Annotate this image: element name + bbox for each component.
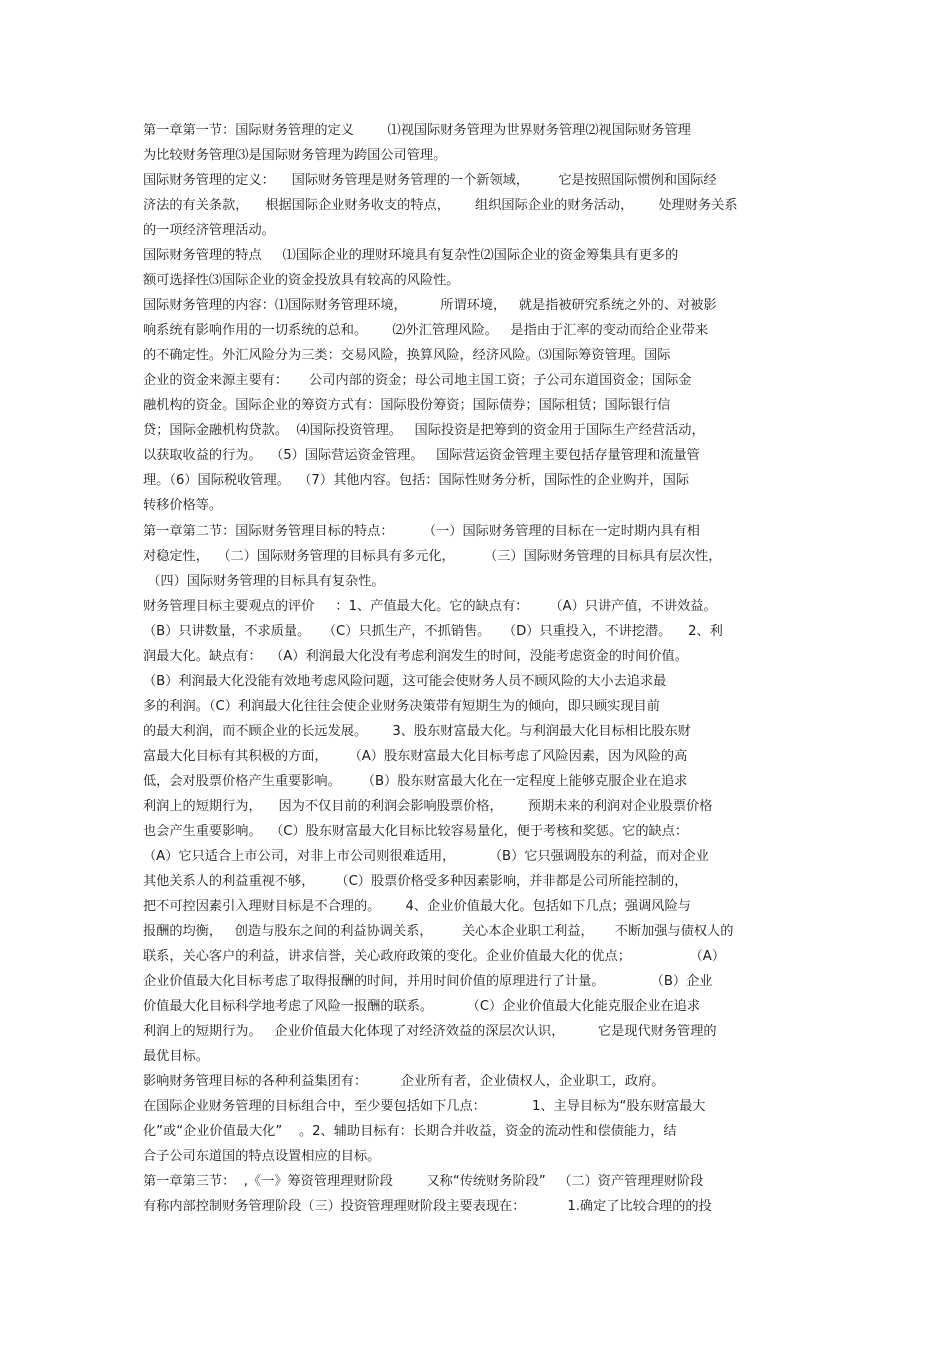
text-line: 以获取收益的行为。 （5）国际营运资金管理。 国际营运资金管理主要包括存量管理和流量管	[143, 448, 700, 464]
text-line: 对稳定性， （二）国际财务管理的目标具有多元化， （三）国际财务管理的目标具有层次性，	[143, 548, 722, 564]
text-line: 合子公司东道国的特点设置相应的目标。	[143, 1149, 381, 1165]
text-line: 也会产生重要影响。 （C）股东财富最大化目标比较容易量化，便于考核和奖惩。它的缺点：	[143, 823, 689, 839]
text-line: 国际财务管理的内容：⑴国际财务管理环境， 所谓环境， 就是指被研究系统之外的、对被影	[143, 298, 717, 314]
text-line: 的最大利润，而不顾企业的长远发展。 3、股东财富最大化。与利润最大化目标相比股东财	[143, 723, 691, 739]
text-line: 转移价格等。	[143, 498, 223, 514]
text-line: 有称内部控制财务管理阶段（三）投资管理理财阶段主要表现在： 1.确定了比较合理的的投	[143, 1199, 712, 1215]
text-line: 财务管理目标主要观点的评价 ：1、产值最大化。它的缺点有： （A）只讲产值，不讲效益。	[143, 598, 717, 614]
text-line: 响系统有影响作用的一切系统的总和。 ⑵外汇管理风险。 是指由于汇率的变动而给企业带来	[143, 323, 709, 339]
document-body	[143, 118, 815, 1219]
text-line: 企业价值最大化目标考虑了取得报酬的时间，并用时间价值的原理进行了计量。 （B）企业	[143, 974, 713, 990]
text-line: 国际财务管理的特点 ⑴国际企业的理财环境具有复杂性⑵国际企业的资金筹集具有更多的	[143, 248, 679, 264]
text-line: 化”或“企业价值最大化” 。2、辅助目标有：长期合并收益，资金的流动性和偿债能力，结	[143, 1124, 677, 1140]
text-line: 利润上的短期行为。 企业价值最大化体现了对经济效益的深层次认识， 它是现代财务管理的	[143, 1024, 717, 1040]
text-line: （B）利润最大化没能有效地考虑风险问题，这可能会使财务人员不顾风险的大小去追求最	[143, 673, 667, 689]
text-line: 为比较财务管理⑶是国际财务管理为跨国公司管理。	[143, 148, 447, 164]
text-line: 第一章第二节：国际财务管理目标的特点： （一）国际财务管理的目标在一定时期内具有相	[143, 523, 700, 539]
text-line: （B）只讲数量，不求质量。 （C）只抓生产，不抓销售。 （D）只重投入，不讲挖潜。 2、利	[143, 623, 723, 639]
text-line: 多的利润。（C）利润最大化往往会使企业财务决策带有短期生为的倾向，即只顾实现目前	[143, 698, 660, 714]
text-line: 第一章第一节：国际财务管理的定义 ⑴视国际财务管理为世界财务管理⑵视国际财务管理	[143, 123, 691, 138]
text-line: 其他关系人的利益重视不够， （C）股票价格受多种因素影响，并非都是公司所能控制的，	[143, 873, 688, 889]
text-line: 贷；国际金融机构贷款。 ⑷国际投资管理。 国际投资是把筹到的资金用于国际生产经营活动，	[143, 423, 705, 439]
text-line: 利润上的短期行为， 因为不仅目前的利润会影响股票价格， 预期未来的利润对企业股票价格	[143, 798, 713, 814]
text-line: （四）国际财务管理的目标具有复杂性。	[143, 573, 385, 589]
text-line: 理。（6）国际税收管理。 （7）其他内容。包括：国际性财务分析，国际性的企业购并，国际	[143, 473, 690, 489]
text-line: 影响财务管理目标的各种利益集团有： 企业所有者，企业债权人，企业职工，政府。	[143, 1074, 665, 1090]
text-line: 富最大化目标有其积极的方面， （A）股东财富最大化目标考虑了风险因素，因为风险的高	[143, 748, 688, 764]
text-line: 报酬的均衡， 创造与股东之间的利益协调关系， 关心本企业职工利益， 不断加强与债权人的	[143, 924, 734, 939]
text-line: 把不可控因素引入理财目标是不合理的。 4、企业价值最大化。包括如下几点；强调风险与	[143, 898, 691, 914]
text-line: 的不确定性。外汇风险分为三类：交易风险，换算风险，经济风险。⑶国际筹资管理。国际	[143, 348, 671, 364]
text-line: 融机构的资金。国际企业的筹资方式有：国际股份筹资；国际债券；国际租赁；国际银行信	[143, 398, 671, 414]
text-line: 价值最大化目标科学地考虑了风险一报酬的联系。 （C）企业价值最大化能克服企业在追求	[143, 999, 701, 1015]
text-line: 的一项经济管理活动。	[143, 223, 275, 239]
text-line: 在国际企业财务管理的目标组合中，至少要包括如下几点： 1、主导目标为“股东财富最大	[143, 1099, 706, 1115]
text-line: 润最大化。缺点有： （A）利润最大化没有考虑利润发生的时间，没能考虑资金的时间价值。	[143, 648, 688, 664]
text-line: 国际财务管理的定义： 国际财务管理是财务管理的一个新领域， 它是按照国际惯例和国际经	[143, 173, 717, 189]
text-line: 济法的有关条款， 根据国际企业财务收支的特点， 组织国际企业的财务活动， 处理财务关系	[143, 198, 738, 214]
text-line: （A）它只适合上市公司，对非上市公司则很难适用， （B）它只强调股东的利益，而对企业	[143, 848, 709, 864]
text-line: 企业的资金来源主要有： 公司内部的资金；母公司地主国工资；子公司东道国资金；国际金	[143, 373, 692, 389]
text-line: 最优目标。	[143, 1049, 209, 1065]
text-line: 第一章第三节： ,《一》筹资管理理财阶段 又称“传统财务阶段” （二）资产管理理财阶段	[143, 1174, 704, 1190]
text-line: 额可选择性⑶国际企业的资金投放具有较高的风险性。	[143, 273, 460, 289]
text-line: 低，会对股票价格产生重要影响。 （B）股东财富最大化在一定程度上能够克服企业在追求	[143, 773, 688, 789]
text-line: 联系，关心客户的利益，讲求信誉，关心政府政策的变化。企业价值最大化的优点； （A）	[143, 949, 726, 965]
